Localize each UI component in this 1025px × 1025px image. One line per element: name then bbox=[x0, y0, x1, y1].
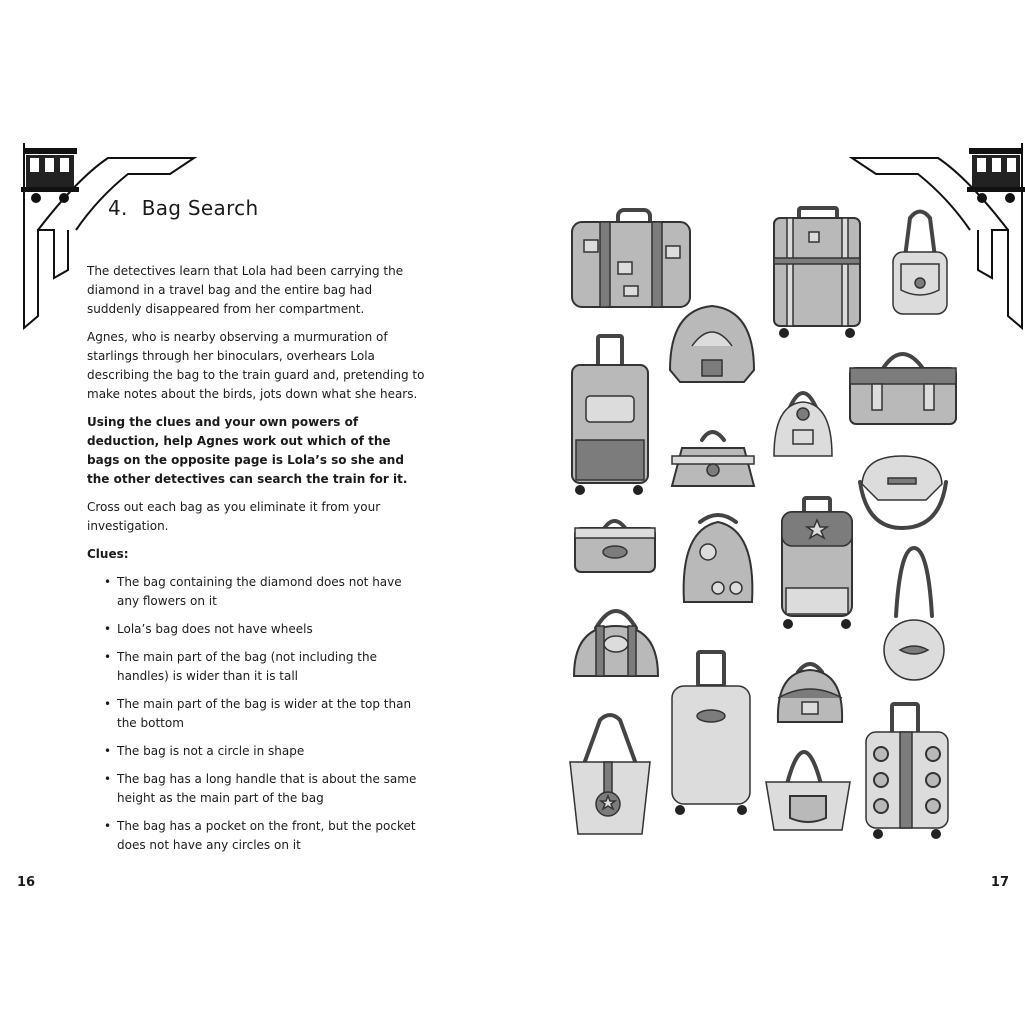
bag-small-dome[interactable] bbox=[774, 393, 832, 456]
clue-item: • The main part of the bag (not including the handles) is wider than it is tall bbox=[87, 648, 427, 686]
clue-item: • The bag is not a circle in shape bbox=[87, 742, 427, 761]
bags-illustration bbox=[512, 0, 1025, 1025]
cross-out-paragraph: Cross out each bag as you eliminate it from your investigation. bbox=[87, 500, 381, 533]
clue-item: • The bag containing the diamond does not have any flowers on it bbox=[87, 573, 427, 611]
page-number-right: 17 bbox=[990, 875, 1009, 890]
body-text bbox=[87, 262, 427, 864]
bag-round-shoulder-bag[interactable] bbox=[884, 548, 944, 680]
clue-item: • Lola’s bag does not have wheels bbox=[87, 620, 427, 639]
bag-bowling-bag[interactable] bbox=[670, 306, 754, 382]
page-number-left: 16 bbox=[17, 875, 36, 890]
chapter-title bbox=[108, 196, 258, 220]
bag-wheeled-stars[interactable] bbox=[782, 498, 852, 629]
bag-round-shoulder-purse[interactable] bbox=[860, 456, 946, 528]
bag-dome-backpack-flowers[interactable] bbox=[684, 515, 753, 602]
bag-small-handbag[interactable] bbox=[575, 521, 655, 572]
instruction-paragraph: Using the clues and your own powers of deduction, help Agnes work out which of the bags on the opposite page is Lola’s so she and the other detectives can search the train for it. bbox=[87, 415, 408, 486]
chapter-title-text: Bag Search bbox=[141, 196, 259, 220]
right-page bbox=[512, 0, 1025, 1025]
clue-item: • The bag has a long handle that is about the same height as the main part of the bag bbox=[87, 770, 427, 808]
clue-item: • The main part of the bag is wider at the top than the bottom bbox=[87, 695, 427, 733]
clues-heading: Clues: bbox=[87, 547, 129, 561]
bag-wheeled-trunk[interactable] bbox=[774, 208, 860, 338]
bag-wheeled-flower-pocket[interactable] bbox=[572, 336, 648, 495]
bag-wheeled-patterned[interactable] bbox=[672, 652, 750, 815]
bag-doctors-bag[interactable] bbox=[672, 432, 754, 486]
bag-holdall-duffel[interactable] bbox=[574, 611, 658, 676]
agnes-paragraph: Agnes, who is nearby observing a murmuration of starlings through her binoculars, overhears Lola describing the bag to the train guard and, pretending to make notes about the birds, jots down what she hears. bbox=[87, 330, 425, 401]
intro-paragraph: The detectives learn that Lola had been carrying the diamond in a travel bag and the entire bag had suddenly disappeared from her compartment. bbox=[87, 264, 404, 316]
bag-small-saddle[interactable] bbox=[778, 664, 842, 722]
clue-item: • The bag has a pocket on the front, but the pocket does not have any circles on it bbox=[87, 817, 427, 855]
bag-floral-tote[interactable] bbox=[893, 212, 947, 315]
clues-list bbox=[87, 573, 427, 855]
left-page bbox=[0, 0, 512, 1025]
bag-handbag-with-pocket[interactable] bbox=[766, 752, 850, 830]
bag-vintage-suitcase[interactable] bbox=[572, 210, 690, 307]
bag-wheeled-circles[interactable] bbox=[866, 704, 948, 839]
bag-buckled-satchel[interactable] bbox=[850, 354, 956, 424]
bag-bucket-tote-star[interactable] bbox=[570, 715, 650, 834]
chapter-number: 4. bbox=[108, 196, 128, 220]
